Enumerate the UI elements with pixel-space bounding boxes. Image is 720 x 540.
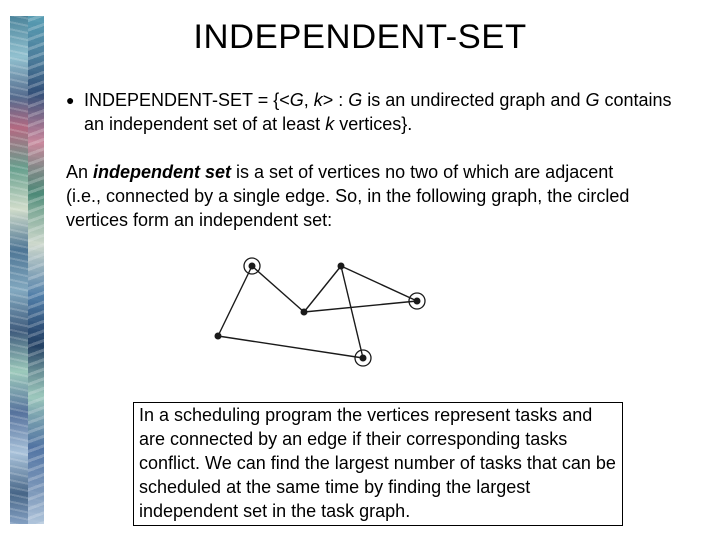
graph-edge xyxy=(304,266,341,312)
scheduling-note-box: In a scheduling program the vertices represent tasks and are connected by an edge if their corresponding tasks conflict. We can find the largest number of tasks that can be scheduled at the same time by finding the largest independent set in the task graph. xyxy=(133,402,623,526)
graph-vertex xyxy=(301,309,308,316)
graph-edge xyxy=(218,266,252,336)
graph-edge xyxy=(304,301,417,312)
explanation-paragraph: An independent set is a set of vertices no two of which are adjacent (i.e., connected by a single edge. So, in the following graph, the circled vertices form an independent set: xyxy=(66,162,630,230)
graph-vertex-circled xyxy=(414,298,421,305)
graph-vertex xyxy=(338,263,345,270)
graph-edge xyxy=(218,336,363,358)
bullet-marker: ● xyxy=(66,92,75,108)
graph-edge xyxy=(252,266,304,312)
graph-vertex xyxy=(215,333,222,340)
graph-vertex-circled xyxy=(360,355,367,362)
independent-set-term: independent set xyxy=(93,162,232,182)
graph-vertex-circled xyxy=(249,263,256,270)
graph-edge xyxy=(341,266,363,358)
slide-title: INDEPENDENT-SET xyxy=(193,18,527,56)
graph-edge xyxy=(341,266,417,301)
definition-text: INDEPENDENT-SET = {<G, k> : G is an undirected graph and G contains an independent set of at least k vertices}. xyxy=(84,90,672,134)
decorative-side-strip-inner xyxy=(28,16,44,524)
example-graph xyxy=(200,248,440,378)
